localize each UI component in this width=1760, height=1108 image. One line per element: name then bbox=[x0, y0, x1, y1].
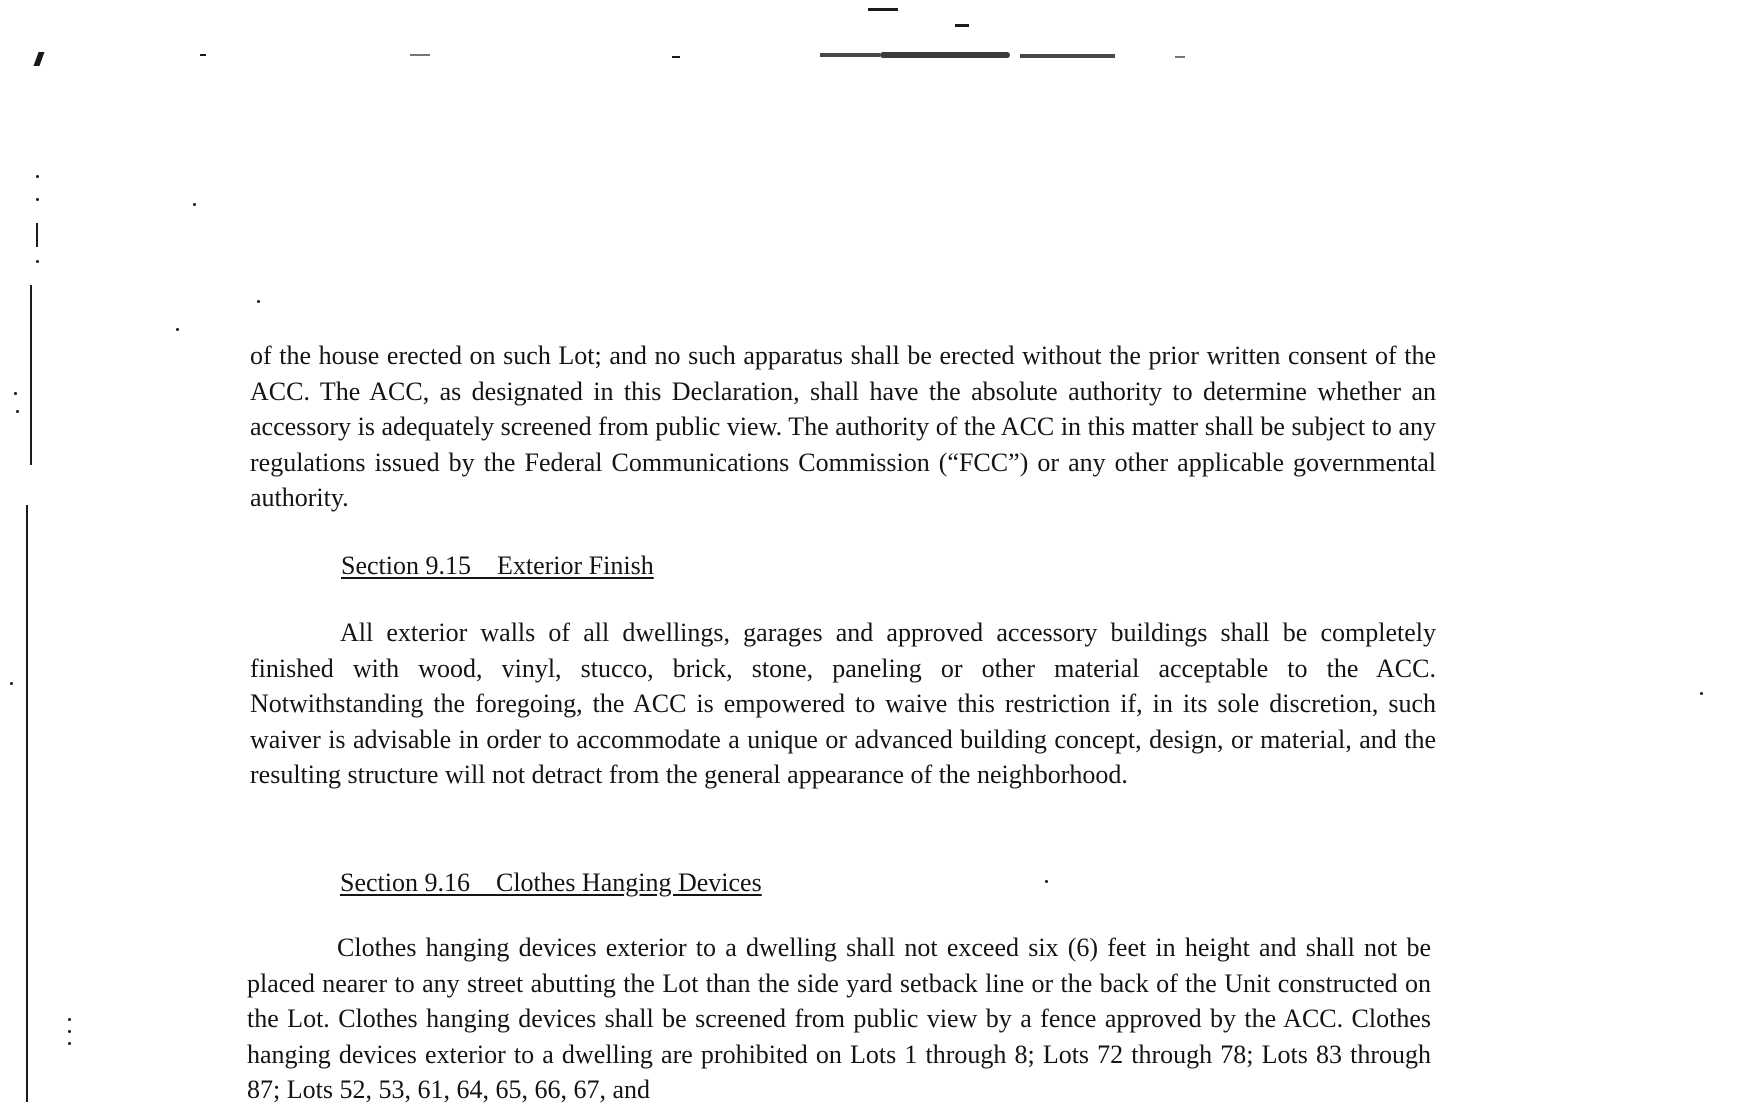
scan-artifact bbox=[955, 24, 969, 27]
paragraph-exterior-finish: All exterior walls of all dwellings, garages and approved accessory buildings shall be completely finished with wood, vinyl, stucco, brick, stone, paneling or other material acceptable to the ACC. Notwithstanding the foregoing, the ACC is empowered to waive this restriction if, in its sole discretion, such waiver is advisable in order to accommodate a unique or advanced building concept, design, or material, and the resulting structure will not detract from the general appearance of the neighborhood. bbox=[250, 618, 1436, 789]
scan-artifact bbox=[1175, 56, 1185, 58]
scan-artifact bbox=[410, 54, 430, 56]
paragraph-continued: of the house erected on such Lot; and no such apparatus shall be erected without the prior written consent of the ACC. The ACC, as designated in this Declaration, shall have the absolute authority to determine whether an accessory is adequately screened from public view. The authority of the ACC in this matter shall be subject to any regulations issued by the Federal Communications Commission (“FCC”) or any other applicable governmental authority. bbox=[250, 341, 1436, 512]
scan-artifact bbox=[868, 8, 898, 11]
scan-artifact bbox=[1020, 54, 1115, 58]
scan-artifact bbox=[36, 198, 39, 201]
scan-artifact bbox=[36, 223, 38, 247]
scan-artifact bbox=[257, 300, 260, 303]
scan-artifact bbox=[36, 260, 39, 263]
scan-artifact bbox=[1045, 880, 1048, 883]
scan-artifact bbox=[14, 392, 17, 395]
binding-edge-line bbox=[30, 285, 32, 465]
scan-artifact bbox=[33, 52, 44, 66]
scan-artifact bbox=[880, 52, 1010, 58]
scan-artifact bbox=[672, 56, 680, 58]
binding-edge-line bbox=[26, 505, 28, 1102]
section-9-16-heading: Section 9.16 Clothes Hanging Devices bbox=[340, 868, 762, 897]
scan-artifact bbox=[176, 328, 179, 331]
scan-artifact bbox=[820, 53, 880, 57]
scan-artifact bbox=[68, 1030, 71, 1033]
paragraph-clothes-hanging: Clothes hanging devices exterior to a dwelling shall not exceed six (6) feet in height and shall not be placed nearer to any street abutting the Lot than the side yard setback line or the back of the Unit constructed on the Lot. Clothes hanging devices shall be screened from public view by a fence approved by the ACC. Clothes hanging devices exterior to a dwelling are prohibited on Lots 1 through 8; Lots 72 through 78; Lots 83 through 87; Lots 52, 53, 61, 64, 65, 66, 67, and bbox=[247, 933, 1431, 1104]
scan-artifact bbox=[10, 682, 13, 685]
scan-artifact bbox=[68, 1042, 71, 1045]
scan-artifact bbox=[193, 203, 196, 206]
scan-artifact bbox=[200, 54, 206, 56]
scan-artifact bbox=[36, 175, 39, 178]
scan-artifact bbox=[1700, 692, 1703, 695]
scan-artifact bbox=[16, 410, 19, 413]
section-9-15-heading: Section 9.15 Exterior Finish bbox=[341, 551, 654, 580]
scan-artifact bbox=[68, 1018, 71, 1021]
